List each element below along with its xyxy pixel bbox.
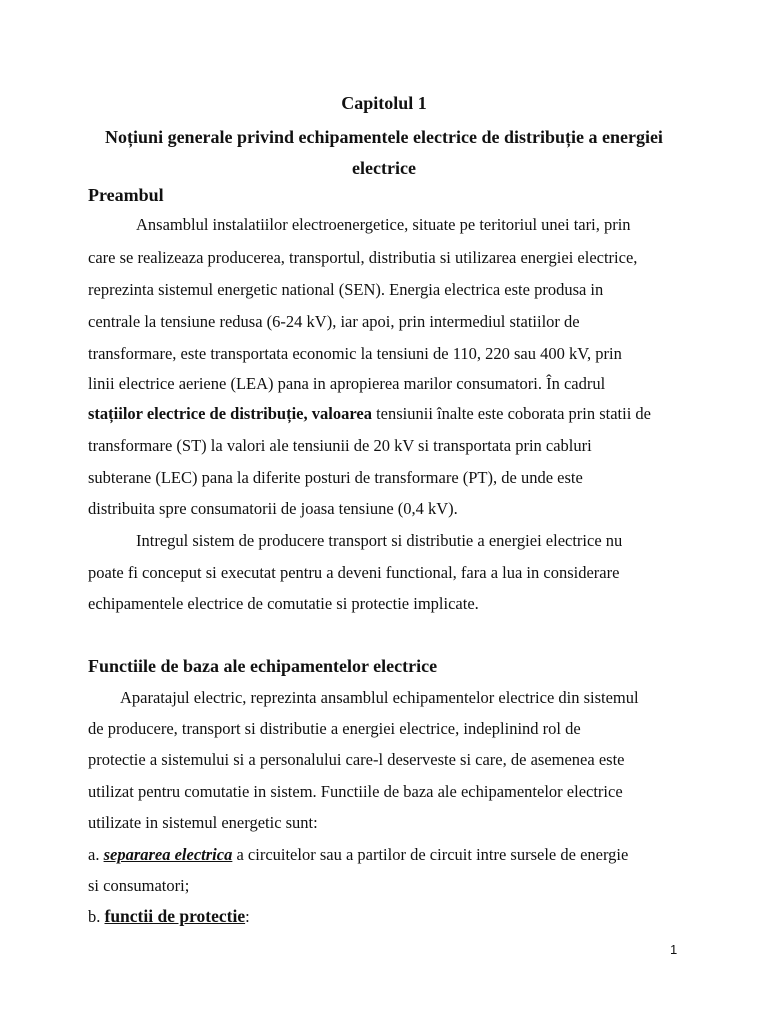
section-heading-preambul: Preambul — [88, 185, 164, 205]
page-number: 1 — [670, 942, 678, 957]
paragraph-line: care se realizeaza producerea, transportul, distributia si utilizarea energiei electrice, — [88, 248, 638, 267]
chapter-label: Capitolul 1 — [341, 93, 427, 113]
paragraph-line: poate fi conceput si executat pentru a deveni functional, fara a lua in considerare — [88, 563, 620, 582]
list-item-text: a circuitelor sau a partilor de circuit intre sursele de energie — [232, 845, 629, 864]
list-item-prefix: a. — [88, 845, 104, 864]
chapter-title-line-2: electrice — [352, 158, 416, 178]
paragraph-text: tensiunii înalte este coborata prin statii de — [371, 404, 651, 423]
paragraph-line: protectie a sistemului si a personalului care-l deserveste si care, de asemenea este — [88, 750, 625, 769]
list-item-term: separarea electrica — [103, 845, 233, 864]
chapter-title-line-1: Noțiuni generale privind echipamentele electrice de distribuție a energiei — [105, 127, 663, 147]
list-item-prefix: b. — [88, 907, 105, 926]
paragraph-line: utilizate in sistemul energetic sunt: — [88, 813, 318, 832]
list-item-b — [88, 906, 250, 927]
paragraph-line: linii electrice aeriene (LEA) pana in apropierea marilor consumatori. În cadrul — [88, 374, 606, 393]
paragraph-line: Intregul sistem de producere transport si distributie a energiei electrice nu — [136, 531, 623, 550]
paragraph-line: Aparatajul electric, reprezinta ansamblul echipamentelor electrice din sistemul — [120, 688, 639, 707]
paragraph-line: utilizat pentru comutatie in sistem. Functiile de baza ale echipamentelor electrice — [88, 782, 623, 801]
paragraph-line-mixed — [88, 404, 651, 424]
chapter-title — [100, 122, 668, 184]
paragraph-line: transformare (ST) la valori ale tensiunii de 20 kV si transportata prin cabluri — [88, 436, 592, 455]
list-item-term: functii de protectie — [104, 906, 246, 926]
paragraph-line: de producere, transport si distributie a energiei electrice, indeplinind rol de — [88, 719, 581, 738]
list-item-a — [88, 845, 628, 865]
paragraph-line: transformare, este transportata economic la tensiuni de 110, 220 sau 400 kV, prin — [88, 344, 622, 363]
bold-phrase: stațiilor electrice de distribuție, valoarea — [88, 404, 372, 423]
paragraph-line: Ansamblul instalatiilor electroenergetice, situate pe teritoriul unei tari, prin — [136, 215, 631, 234]
paragraph-line: centrale la tensiune redusa (6-24 kV), iar apoi, prin intermediul statiilor de — [88, 312, 580, 331]
list-item-a-continued: si consumatori; — [88, 876, 190, 895]
paragraph-line: distribuita spre consumatorii de joasa tensiune (0,4 kV). — [88, 499, 458, 518]
list-item-text: : — [245, 907, 250, 926]
paragraph-line: reprezinta sistemul energetic national (SEN). Energia electrica este produsa in — [88, 280, 604, 299]
paragraph-line: subterane (LEC) pana la diferite posturi de transformare (PT), de unde este — [88, 468, 583, 487]
section-heading-functii: Functiile de baza ale echipamentelor electrice — [88, 656, 438, 676]
paragraph-line: echipamentele electrice de comutatie si protectie implicate. — [88, 594, 479, 613]
